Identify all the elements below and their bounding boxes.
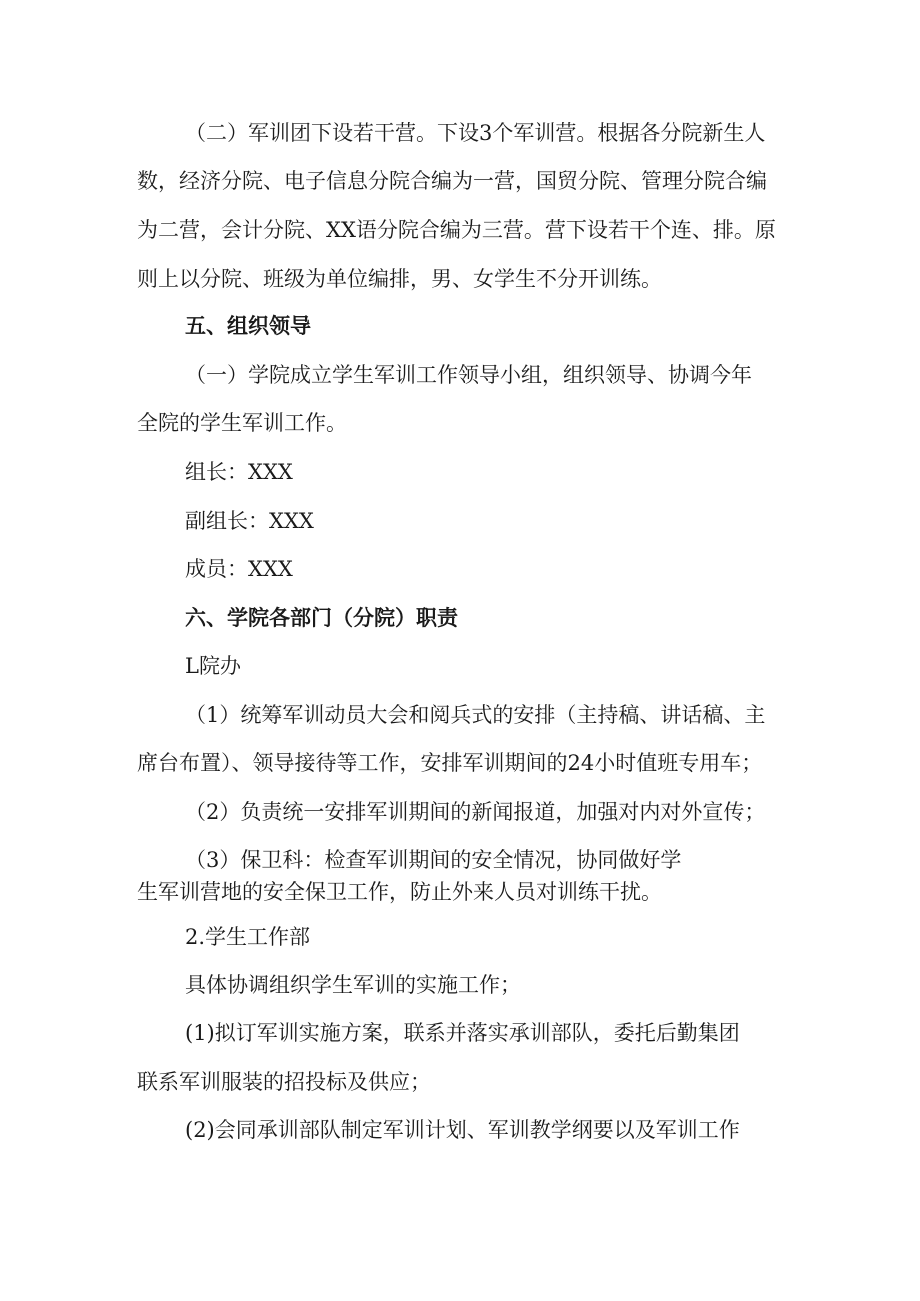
- paragraph-line: 生军训营地的安全保卫工作，防止外来人员对训练干扰。: [137, 880, 662, 904]
- paragraph-line: （2）负责统一安排军训期间的新闻报道，加强对内对外宣传；: [185, 800, 766, 824]
- paragraph-line: 为二营，会计分院、XX语分院合编为三营。营下设若干个连、排。原: [137, 218, 776, 242]
- paragraph-line: 席台布置）、领导接待等工作，安排军训期间的24小时值班专用车；: [137, 751, 763, 775]
- paragraph-line: L院办: [185, 654, 241, 678]
- paragraph-line: 副组长：XXX: [185, 509, 314, 533]
- paragraph-line: （二）军训团下设若干营。下设3个军训营。根据各分院新生人: [185, 121, 766, 145]
- paragraph-line: (1)拟订军训实施方案，联系并落实承训部队，委托后勤集团: [185, 1021, 740, 1045]
- paragraph-line: （一）学院成立学生军训工作领导小组，组织领导、协调今年: [185, 363, 752, 387]
- paragraph-line: 全院的学生军训工作。: [137, 411, 347, 435]
- paragraph-line: （1）统筹军训动员大会和阅兵式的安排（主持稿、讲话稿、主: [185, 703, 766, 727]
- paragraph-line: 数，经济分院、电子信息分院合编为一营，国贸分院、管理分院合编: [137, 169, 767, 193]
- section-heading: 六、学院各部门（分院）职责: [185, 605, 458, 630]
- paragraph-line: （3）保卫科：检查军训期间的安全情况，协同做好学: [185, 848, 682, 872]
- paragraph-line: 具体协调组织学生军训的实施工作；: [185, 973, 521, 997]
- paragraph-line: 组长：XXX: [185, 460, 293, 484]
- paragraph-line: (2)会同承训部队制定军训计划、军训教学纲要以及军训工作: [185, 1118, 740, 1142]
- section-heading: 五、组织领导: [185, 313, 311, 338]
- paragraph-line: 2.学生工作部: [185, 925, 311, 949]
- paragraph-line: 则上以分院、班级为单位编排，男、女学生不分开训练。: [137, 267, 662, 291]
- paragraph-line: 联系军训服装的招投标及供应；: [137, 1070, 431, 1094]
- paragraph-line: 成员：XXX: [185, 557, 293, 581]
